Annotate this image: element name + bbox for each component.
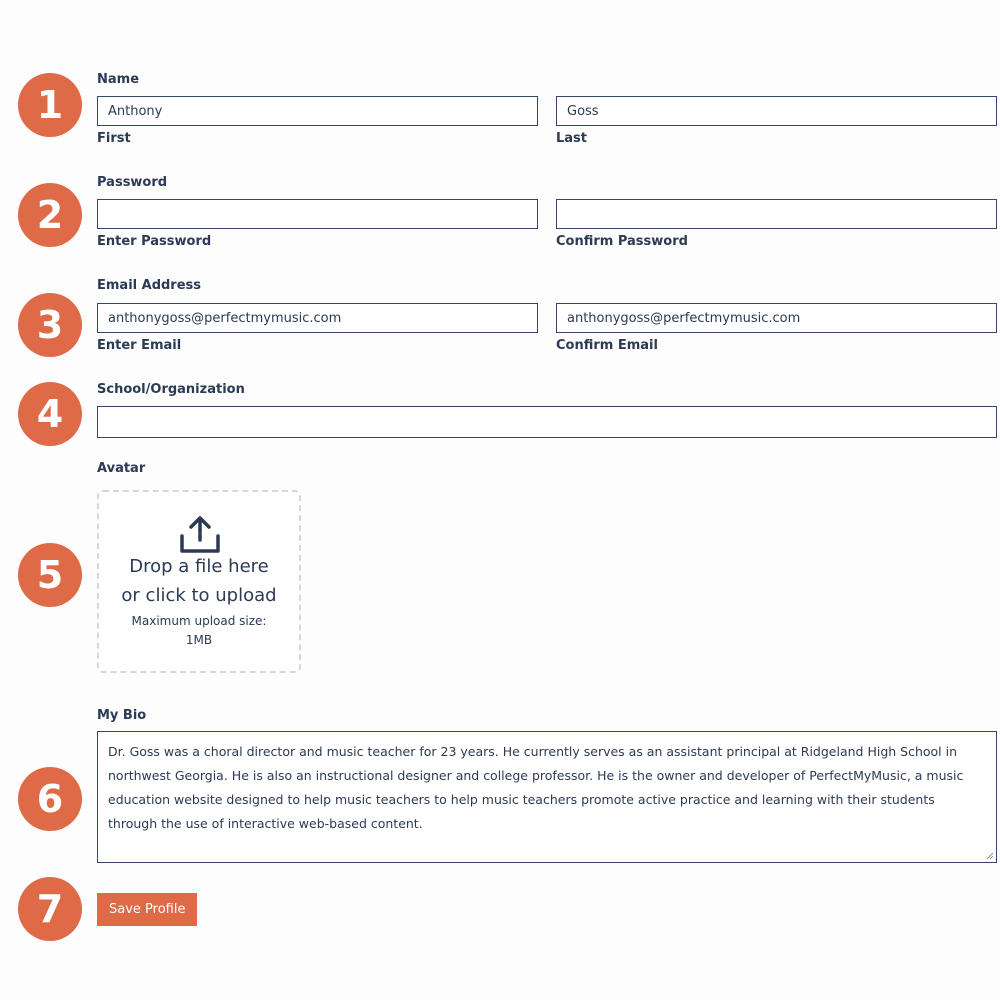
confirm-email-sublabel: Confirm Email (556, 338, 658, 353)
bio-text: Dr. Goss was a choral director and music teacher for 23 years. He currently serves as an assistant principal at Ridgeland High School in northwest Georgia. He is also an instructional designer and college professor. He is the owner and developer of PerfectMyMusic, a music education website designed to help music teachers to help music teachers promote active practice and learning with their students through the use of interactive web-based content. (108, 744, 964, 831)
step-marker-4: 4 (18, 382, 82, 446)
email-label: Email Address (97, 278, 202, 293)
max-size-value: 1MB (185, 633, 213, 647)
max-size-label: Maximum upload size: (131, 614, 267, 628)
email-sublabel: Enter Email (97, 338, 182, 353)
password-sublabel: Enter Password (97, 234, 212, 249)
step-marker-7: 7 (18, 877, 82, 941)
upload-icon (178, 512, 222, 556)
password-input[interactable] (97, 199, 538, 229)
step-marker-5: 5 (18, 543, 82, 607)
confirm-password-input[interactable] (556, 199, 997, 229)
school-input[interactable] (97, 406, 997, 438)
step-marker-3: 3 (18, 293, 82, 357)
name-label: Name (97, 72, 140, 87)
bio-textarea[interactable] (97, 731, 997, 863)
step-marker-1: 1 (18, 73, 82, 137)
step-marker-2: 2 (18, 183, 82, 247)
bio-label: My Bio (97, 708, 147, 723)
first-name-sublabel: First (97, 131, 131, 146)
confirm-password-sublabel: Confirm Password (556, 234, 688, 249)
save-profile-button[interactable]: Save Profile (97, 893, 197, 926)
dropzone-line-1: Drop a file here (129, 556, 269, 577)
school-label: School/Organization (97, 382, 245, 397)
last-name-input[interactable] (556, 96, 997, 126)
step-marker-6: 6 (18, 767, 82, 831)
password-label: Password (97, 175, 168, 190)
first-name-input[interactable] (97, 96, 538, 126)
email-input[interactable] (97, 303, 538, 333)
dropzone-line-2: or click to upload (121, 585, 277, 606)
last-name-sublabel: Last (556, 131, 588, 146)
avatar-label: Avatar (97, 461, 146, 476)
resize-grip-icon[interactable] (985, 851, 994, 860)
avatar-dropzone[interactable] (97, 490, 301, 673)
confirm-email-input[interactable] (556, 303, 997, 333)
